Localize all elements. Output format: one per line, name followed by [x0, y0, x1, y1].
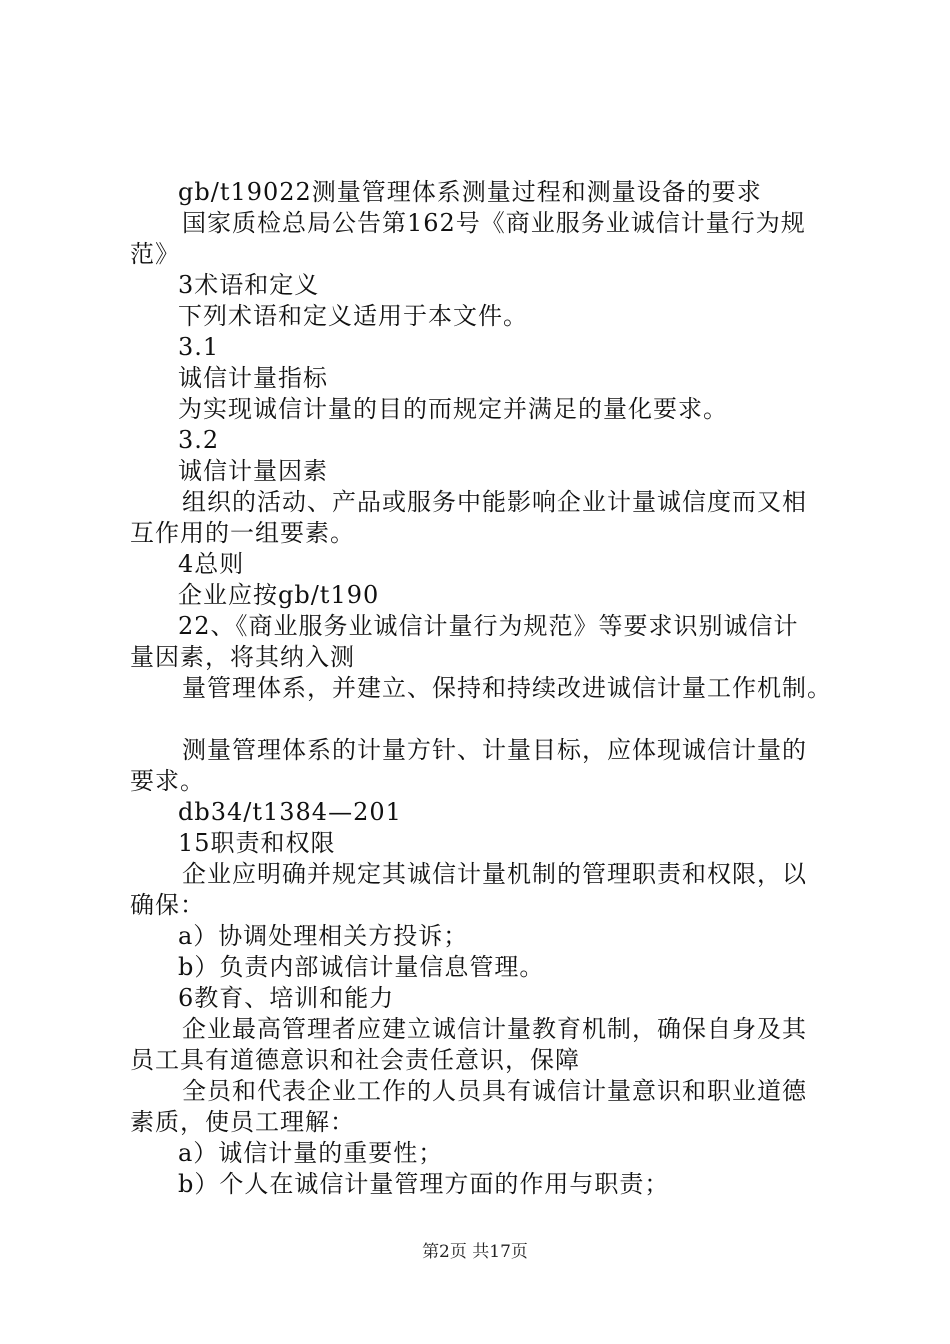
text-line: 为实现诚信计量的目的而规定并满足的量化要求。: [178, 395, 728, 423]
text-line: 企业最高管理者应建立诚信计量教育机制，确保自身及其: [182, 1015, 807, 1043]
list-item: b）负责内部诚信计量信息管理。: [178, 953, 545, 981]
text-line: 下列术语和定义适用于本文件。: [178, 302, 528, 330]
text-line: gb/t19022测量管理体系测量过程和测量设备的要求: [178, 178, 762, 206]
text-line: 国家质检总局公告第162号《商业服务业诚信计量行为规: [182, 209, 806, 237]
text-line: 企业应按gb/t190: [178, 581, 380, 609]
text-line: 测量管理体系的计量方针、计量目标，应体现诚信计量的: [182, 736, 807, 764]
term-title: 诚信计量因素: [178, 457, 328, 485]
text-line: 确保：: [130, 891, 205, 919]
text-line: 量因素，将其纳入测: [130, 643, 355, 671]
clause-number: 3.2: [178, 426, 220, 454]
list-item: b）个人在诚信计量管理方面的作用与职责；: [178, 1170, 670, 1198]
text-line: 互作用的一组要素。: [130, 519, 355, 547]
text-line: 要求。: [130, 767, 205, 795]
term-title: 诚信计量指标: [178, 364, 328, 392]
text-line: 员工具有道德意识和社会责任意识，保障: [130, 1046, 580, 1074]
section-heading: 6教育、培训和能力: [178, 984, 395, 1012]
text-line: 22、《商业服务业诚信计量行为规范》等要求识别诚信计: [178, 612, 799, 640]
text-line: 量管理体系，并建立、保持和持续改进诚信计量工作机制。: [182, 674, 832, 702]
text-line: 范》: [130, 240, 180, 268]
text-line: db34/t1384—201: [178, 798, 402, 826]
section-heading: 3术语和定义: [178, 271, 320, 299]
text-line: 素质，使员工理解：: [130, 1108, 355, 1136]
text-line: 组织的活动、产品或服务中能影响企业计量诚信度而又相: [182, 488, 807, 516]
text-line: 全员和代表企业工作的人员具有诚信计量意识和职业道德: [182, 1077, 807, 1105]
page-footer: 第2页 共17页: [422, 1242, 528, 1262]
section-heading: 15职责和权限: [178, 829, 336, 857]
text-line: 企业应明确并规定其诚信计量机制的管理职责和权限，以: [182, 860, 807, 888]
section-heading: 4总则: [178, 550, 245, 578]
clause-number: 3.1: [178, 333, 220, 361]
list-item: a）协调处理相关方投诉；: [178, 922, 469, 950]
list-item: a）诚信计量的重要性；: [178, 1139, 444, 1167]
